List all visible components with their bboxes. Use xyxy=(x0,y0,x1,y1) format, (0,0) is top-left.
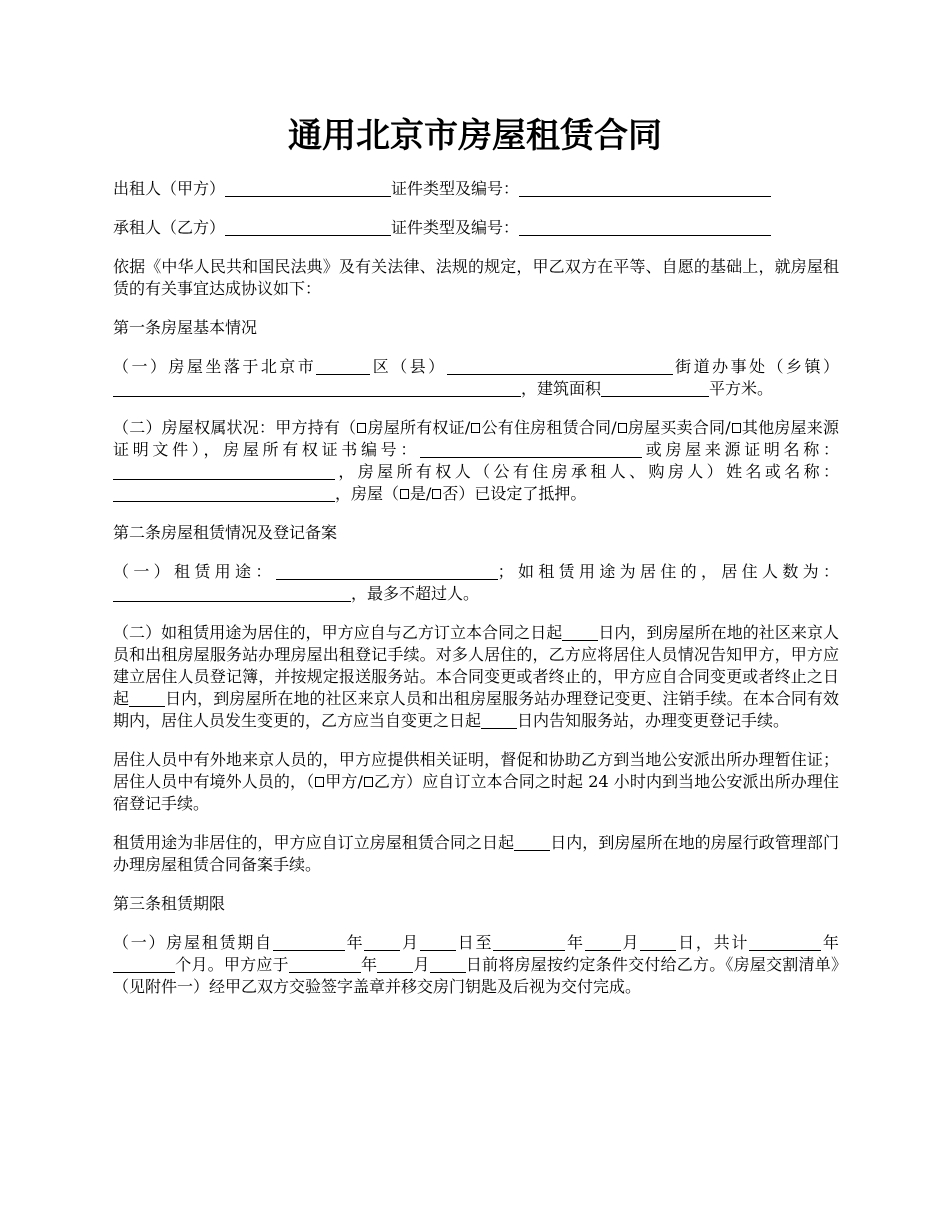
district-blank xyxy=(316,358,370,375)
clause-text: ，房屋所有权人（公有住房承租人、购房人）姓名或名称： xyxy=(335,462,839,481)
article-2-clause-4 xyxy=(113,832,839,876)
total-months-blank xyxy=(113,956,175,973)
clause-text: 房屋所有权证/ xyxy=(367,418,471,437)
clause-text: 其他房屋来源证明文件），房屋所有权证书编号： xyxy=(113,418,839,459)
start-day-blank xyxy=(420,934,456,951)
clause-text: 日内，到房屋所在地的社区来京人员和出租房屋服务站办理房屋出租登记手续。对多人居住的，乙方应将居住人员情况告知甲方，甲方应建立居住人员登记簿，并按规定报送服务站。本合同变更或者终止的，甲方应自合同变更或者终止之日起 xyxy=(113,623,839,708)
other-proof-checkbox[interactable] xyxy=(732,423,741,433)
lessor-name-blank xyxy=(225,180,391,197)
lessor-id-blank xyxy=(519,180,771,197)
article-2-clause-1 xyxy=(113,561,839,605)
total-years-blank xyxy=(749,934,821,951)
clause-text: 日至 xyxy=(455,933,494,952)
occupants-blank xyxy=(113,585,351,602)
lessee-name-blank xyxy=(225,219,391,236)
days-blank xyxy=(481,712,517,729)
clause-text: 平方米。 xyxy=(709,379,774,398)
lessor-id-label: 证件类型及编号： xyxy=(391,179,520,198)
clause-text: 乙方）应自订立本合同之时起 24 小时内到当地公安派出所办理住宿登记手续。 xyxy=(113,772,839,813)
days-blank xyxy=(129,690,165,707)
clause-text: ，最多不超过人。 xyxy=(351,584,480,603)
clause-text: 日内，到房屋所在地的房屋行政管理部门办理房屋租赁合同备案手续。 xyxy=(113,833,839,874)
clause-text: 区（县） xyxy=(370,357,447,376)
lessor-label: 出租人（甲方） xyxy=(113,179,226,198)
clause-text: 或房屋来源证明名称： xyxy=(642,440,839,459)
clause-text: 是/ xyxy=(410,484,432,503)
clause-text: （二）房屋权属状况：甲方持有（ xyxy=(113,418,357,437)
party-b-checkbox[interactable] xyxy=(364,777,373,787)
party-a-checkbox[interactable] xyxy=(315,777,324,787)
clause-text: 年 xyxy=(821,933,839,952)
cert-number-blank xyxy=(420,441,642,458)
area-blank xyxy=(601,380,709,397)
clause-text: 房屋买卖合同/ xyxy=(627,418,731,437)
clause-text: 年 xyxy=(565,933,585,952)
clause-text: 日，共计 xyxy=(676,933,750,952)
contract-body xyxy=(113,178,839,1015)
clause-text: （一）房屋坐落于北京市 xyxy=(113,357,317,376)
clause-text: 个月。甲方应于 xyxy=(175,955,289,974)
clause-text: 甲方/ xyxy=(325,772,363,791)
start-month-blank xyxy=(364,934,400,951)
clause-text: ，建筑面积 xyxy=(521,379,602,398)
article-1-heading: 第一条房屋基本情况 xyxy=(113,318,258,337)
lessee-id-blank xyxy=(519,219,771,236)
document-title: 通用北京市房屋租赁合同 xyxy=(288,116,662,156)
owner-name-blank xyxy=(113,485,335,502)
clause-text: 公有住房租赁合同/ xyxy=(481,418,617,437)
start-year-blank xyxy=(273,934,345,951)
clause-text: 月 xyxy=(400,933,420,952)
public-housing-checkbox[interactable] xyxy=(471,423,480,433)
street-blank xyxy=(447,358,673,375)
proof-name-blank xyxy=(113,463,335,480)
article-3-clause-1 xyxy=(113,932,839,998)
clause-text: （一）房屋租赁期自 xyxy=(113,933,273,952)
address-blank xyxy=(113,380,521,397)
clause-text: 日内，到房屋所在地的社区来京人员和出租房屋服务站办理登记变更、注销手续。在本合同有效期内，居住人员发生变更的，乙方应当自变更之日起 xyxy=(113,689,839,730)
clause-text: 居住人员中有外地来京人员的，甲方应提供相关证明，督促和协助乙方到当地公安派出所办理暂住证；居住人员中有境外人员的，（ xyxy=(113,750,839,791)
days-blank xyxy=(514,834,550,851)
purchase-contract-checkbox[interactable] xyxy=(618,423,627,433)
lessee-label: 承租人（乙方） xyxy=(113,218,226,237)
clause-text: （二）如租赁用途为居住的，甲方应自与乙方订立本合同之日起 xyxy=(113,623,563,642)
article-1-clause-2 xyxy=(113,417,839,505)
lessee-id-label: 证件类型及编号： xyxy=(391,218,520,237)
ownership-cert-checkbox[interactable] xyxy=(357,423,366,433)
end-day-blank xyxy=(640,934,676,951)
usage-blank xyxy=(276,563,498,580)
delivery-year-blank xyxy=(289,956,361,973)
clause-text: 日内告知服务站，办理变更登记手续。 xyxy=(517,711,790,730)
days-blank xyxy=(562,624,598,641)
clause-text: ；如租赁用途为居住的，居住人数为： xyxy=(497,562,839,581)
clause-text: （一）租赁用途： xyxy=(113,562,276,581)
mortgage-no-checkbox[interactable] xyxy=(432,489,441,499)
clause-text: 租赁用途为非居住的，甲方应自订立房屋租赁合同之日起 xyxy=(113,833,515,852)
article-2-clause-3 xyxy=(113,749,839,815)
article-1-clause-1 xyxy=(113,356,839,400)
end-year-blank xyxy=(493,934,565,951)
article-2-heading: 第二条房屋租赁情况及登记备案 xyxy=(113,523,338,542)
delivery-month-blank xyxy=(377,956,413,973)
clause-text: 月 xyxy=(620,933,641,952)
clause-text: ，房屋（ xyxy=(335,484,400,503)
article-2-clause-2 xyxy=(113,622,839,732)
clause-text: 否）已设定了抵押。 xyxy=(442,484,587,503)
clause-text: 月 xyxy=(413,955,430,974)
end-month-blank xyxy=(585,934,621,951)
clause-text: 日前将房屋按约定条件交付给乙方。《房屋交割清单》（见附件一）经甲乙双方交验签字盖章并移交房门钥匙及后视为交付完成。 xyxy=(113,955,839,996)
lessee-line xyxy=(113,217,839,239)
mortgage-yes-checkbox[interactable] xyxy=(400,489,409,499)
clause-text: 年 xyxy=(344,933,365,952)
clause-text: 年 xyxy=(360,955,378,974)
article-3-heading: 第三条租赁期限 xyxy=(113,894,226,913)
intro-paragraph: 依据《中华人民共和国民法典》及有关法律、法规的规定，甲乙双方在平等、自愿的基础上，就房屋租赁的有关事宜达成协议如下： xyxy=(113,257,839,298)
delivery-day-blank xyxy=(430,956,466,973)
lessor-line xyxy=(113,178,839,200)
clause-text: 街道办事处（乡镇） xyxy=(672,357,839,376)
